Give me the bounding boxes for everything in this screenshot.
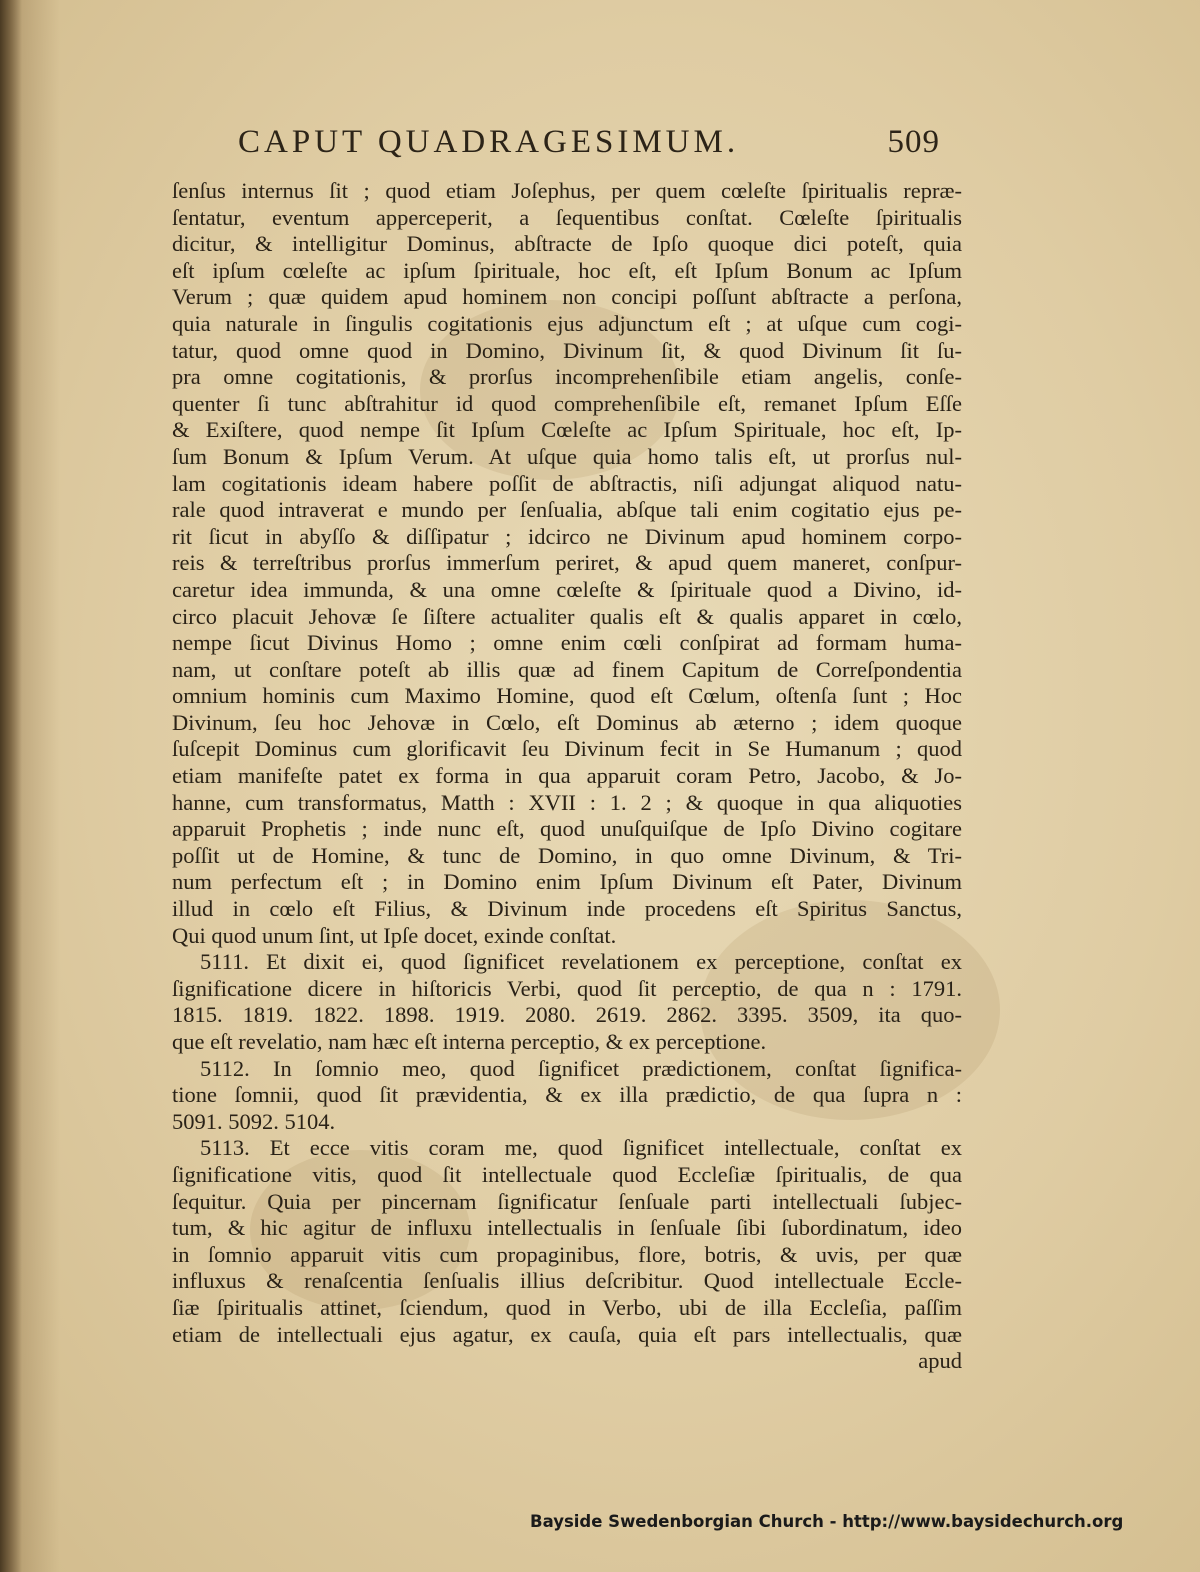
text-line: nempe ſicut Divinus Homo ; omne enim cœli conſpirat ad formam huma- [172,630,962,656]
text-line: tatur, quod omne quod in Domino, Divinum ſit, & quod Divinum ſit ſu- [172,337,962,363]
paragraph-5111-start: 5111. Et dixit ei, quod ſignificet revelationem ex perceptione, conſtat ex [200,949,962,975]
text-line: ſenſus internus ſit ; quod etiam Joſephus, per quem cœleſte ſpiritualis repræ- [172,178,962,203]
text-line: ſuſcepit Dominus cum glorificavit ſeu Divinum fecit in Se Humanum ; quod [172,736,962,762]
text-line: omnium hominis cum Maximo Homine, quod eſt Cœlum, oſtenſa ſunt ; Hoc [172,683,962,709]
text-line: 1815. 1819. 1822. 1898. 1919. 2080. 2619. 2862. 3395. 3509, ita quo- [172,1002,962,1028]
text-line: ſequitur. Quia per pincernam ſignificatur ſenſuale parti intellectuali ſubjec- [172,1188,962,1214]
text-line: apparuit Prophetis ; inde nunc eſt, quod unuſquiſque de Ipſo Divino cogitare [172,816,962,842]
text-line: rit ſicut in abyſſo & diſſipatur ; idcirco ne Divinum apud hominem corpo- [172,523,962,549]
text-line: ſentatur, eventum apperceperit, a ſequentibus conſtat. Cœleſte ſpiritualis [172,204,962,230]
text-line: lam cogitationis ideam habere poſſit de abſtractis, niſi adjungat aliquod natu- [172,470,962,496]
text-line: Qui quod unum ſint, ut Ipſe docet, exinde conſtat. [172,922,617,948]
catchword: apud [918,1348,962,1374]
text-line: ſum Bonum & Ipſum Verum. At uſque quia homo talis eſt, ut prorſus nul- [172,443,962,469]
text-line: que eſt revelatio, nam hæc eſt interna perceptio, & ex perceptione. [172,1029,767,1054]
text-line: ſiæ ſpiritualis attinet, ſciendum, quod in Verbo, ubi de illa Eccleſia, paſſim [172,1294,962,1320]
text-line: illud in cœlo eſt Filius, & Divinum inde procedens eſt Spiritus Sanctus, [172,896,962,922]
text-line: eſt ipſum cœleſte ac ipſum ſpirituale, hoc eſt, eſt Ipſum Bonum ac Ipſum [172,257,962,283]
text-line: 5091. 5092. 5104. [172,1108,336,1134]
spine-shadow [0,0,22,1572]
text-line: ſignificatione vitis, quod ſit intellectuale quod Eccleſiæ ſpiritualis, de qua [172,1161,962,1187]
text-line: dicitur, & intelligitur Dominus, abſtracte de Ipſo quoque dici poteſt, quia [172,231,962,257]
text-line: ſignificatione dicere in hiſtoricis Verbi, quod ſit perceptio, de qua n : 1791. [172,975,962,1001]
text-line: etiam manifeſte patet ex forma in qua apparuit coram Petro, Jacobo, & Jo- [172,763,962,789]
running-head [238,118,958,168]
text-line: quenter ſi tunc abſtrahitur id quod comprehenſibile eſt, remanet Ipſum Eſſe [172,390,962,416]
text-line: in ſomnio apparuit vitis cum propaginibus, flore, botris, & uvis, per quæ [172,1241,962,1267]
text-line: reis & terreſtribus prorſus immerſum periret, & apud quem maneret, conſpur- [172,550,962,576]
text-line: hanne, cum transformatus, Matth : XVII : 1. 2 ; & quoque in qua aliquoties [172,789,962,815]
text-line: rale quod intraverat e mundo per ſenſualia, abſque tali enim cogitatio ejus pe- [172,497,962,523]
text-line: caretur idea immunda, & una omne cœleſte & ſpirituale quod a Divino, id- [172,576,962,602]
body-text [172,178,962,1375]
text-line: num perfectum eſt ; in Domino enim Ipſum Divinum eſt Pater, Divinum [172,869,962,895]
footer-credit: Bayside Swedenborgian Church - http://www.baysidechurch.org [530,1512,1124,1531]
text-line: tione ſomnii, quod ſit prævidentia, & ex illa prædictio, de qua ſupra n : [172,1082,962,1108]
paragraph-5113-start: 5113. Et ecce vitis coram me, quod ſignificet intellectuale, conſtat ex [200,1135,962,1161]
page-number: 509 [887,124,940,160]
text-line: influxus & renaſcentia ſenſualis illius deſcribitur. Quod intellectuale Eccle- [172,1268,962,1294]
text-line: poſſit ut de Homine, & tunc de Domino, in quo omne Divinum, & Tri- [172,842,962,868]
text-line: circo placuit Jehovæ ſe ſiſtere actualiter qualis eſt & qualis apparet in cœlo, [172,603,962,629]
text-line: pra omne cogitationis, & prorſus incomprehenſibile etiam angelis, conſe- [172,364,962,390]
chapter-title: CAPUT QUADRAGESIMUM. [238,124,740,160]
text-line: Divinum, ſeu hoc Jehovæ in Cœlo, eſt Dominus ab æterno ; idem quoque [172,709,962,735]
text-line: etiam de intellectuali ejus agatur, ex cauſa, quia eſt pars intellectualis, quæ [172,1321,962,1347]
paragraph-5112-start: 5112. In ſomnio meo, quod ſignificet prædictionem, conſtat ſignifica- [200,1055,962,1081]
text-line: & Exiſtere, quod nempe ſit Ipſum Cœleſte ac Ipſum Spirituale, hoc eſt, Ip- [172,417,962,443]
text-line: tum, & hic agitur de influxu intellectualis in ſenſuale ſibi ſubordinatum, ideo [172,1215,962,1241]
text-line: nam, ut conſtare poteſt ab illis quæ ad finem Capitum de Correſpondentia [172,656,962,682]
text-line: Verum ; quæ quidem apud hominem non concipi poſſunt abſtracte a perſona, [172,284,962,310]
text-line: quia naturale in ſingulis cogitationis ejus adjunctum eſt ; at uſque cum cogi- [172,310,962,336]
